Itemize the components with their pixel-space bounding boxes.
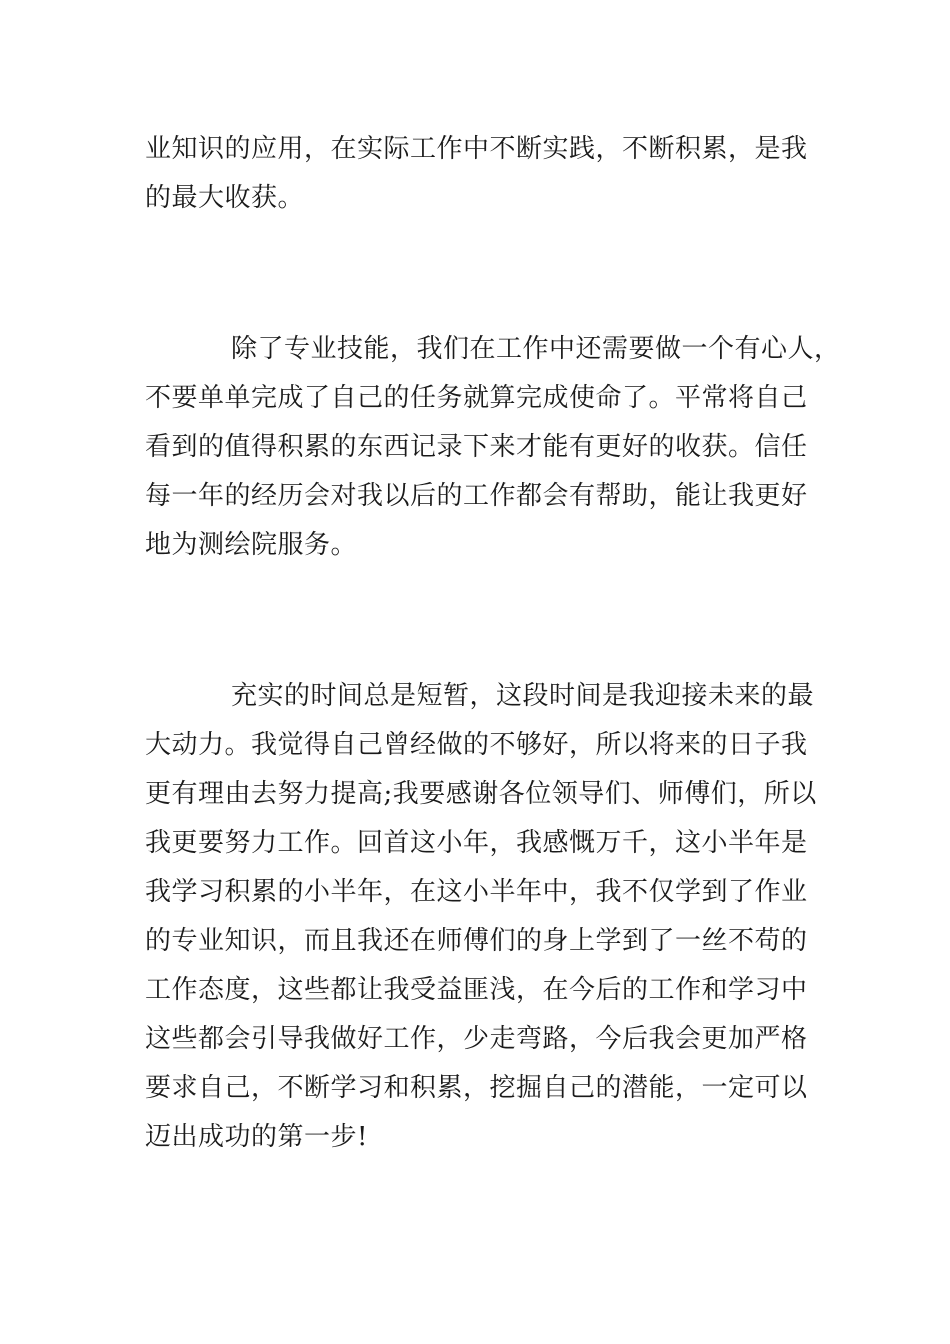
paragraph-2 [145, 325, 841, 570]
paragraph-line: 地为测绘院服务。 [145, 530, 358, 560]
paragraph-line: 业知识的应用，在实际工作中不断实践，不断积累，是我 [145, 134, 808, 164]
paragraph-line: 我更要努力工作。回首这小年，我感慨万千，这小半年是 [145, 828, 808, 858]
paragraph-line: 的专业知识，而且我还在师傅们的身上学到了一丝不苟的 [145, 926, 808, 956]
paragraph-line: 要求自己，不断学习和积累，挖掘自己的潜能，一定可以 [145, 1073, 808, 1103]
paragraph-line: 看到的值得积累的东西记录下来才能有更好的收获。信任 [145, 432, 808, 462]
paragraph-line: 更有理由去努力提高;我要感谢各位领导们、师傅们，所以 [145, 779, 817, 809]
paragraph-line: 的最大收获。 [145, 183, 305, 213]
paragraph-line: 大动力。我觉得自己曾经做的不够好，所以将来的日子我 [145, 730, 808, 760]
paragraph-1 [145, 125, 815, 223]
paragraph-line: 不要单单完成了自己的任务就算完成使命了。平常将自己 [145, 383, 808, 413]
paragraph-line: 每一年的经历会对我以后的工作都会有帮助，能让我更好 [145, 481, 808, 511]
paragraph-line: 迈出成功的第一步! [145, 1122, 368, 1152]
paragraph-line: 这些都会引导我做好工作，少走弯路，今后我会更加严格 [145, 1024, 808, 1054]
paragraph-line: 充实的时间总是短暂，这段时间是我迎接未来的最 [231, 681, 815, 711]
paragraph-line: 我学习积累的小半年，在这小半年中，我不仅学到了作业 [145, 877, 808, 907]
paragraph-line: 工作态度，这些都让我受益匪浅，在今后的工作和学习中 [145, 975, 808, 1005]
paragraph-3 [145, 672, 815, 1162]
paragraph-line: 除了专业技能，我们在工作中还需要做一个有心人， [231, 334, 841, 364]
